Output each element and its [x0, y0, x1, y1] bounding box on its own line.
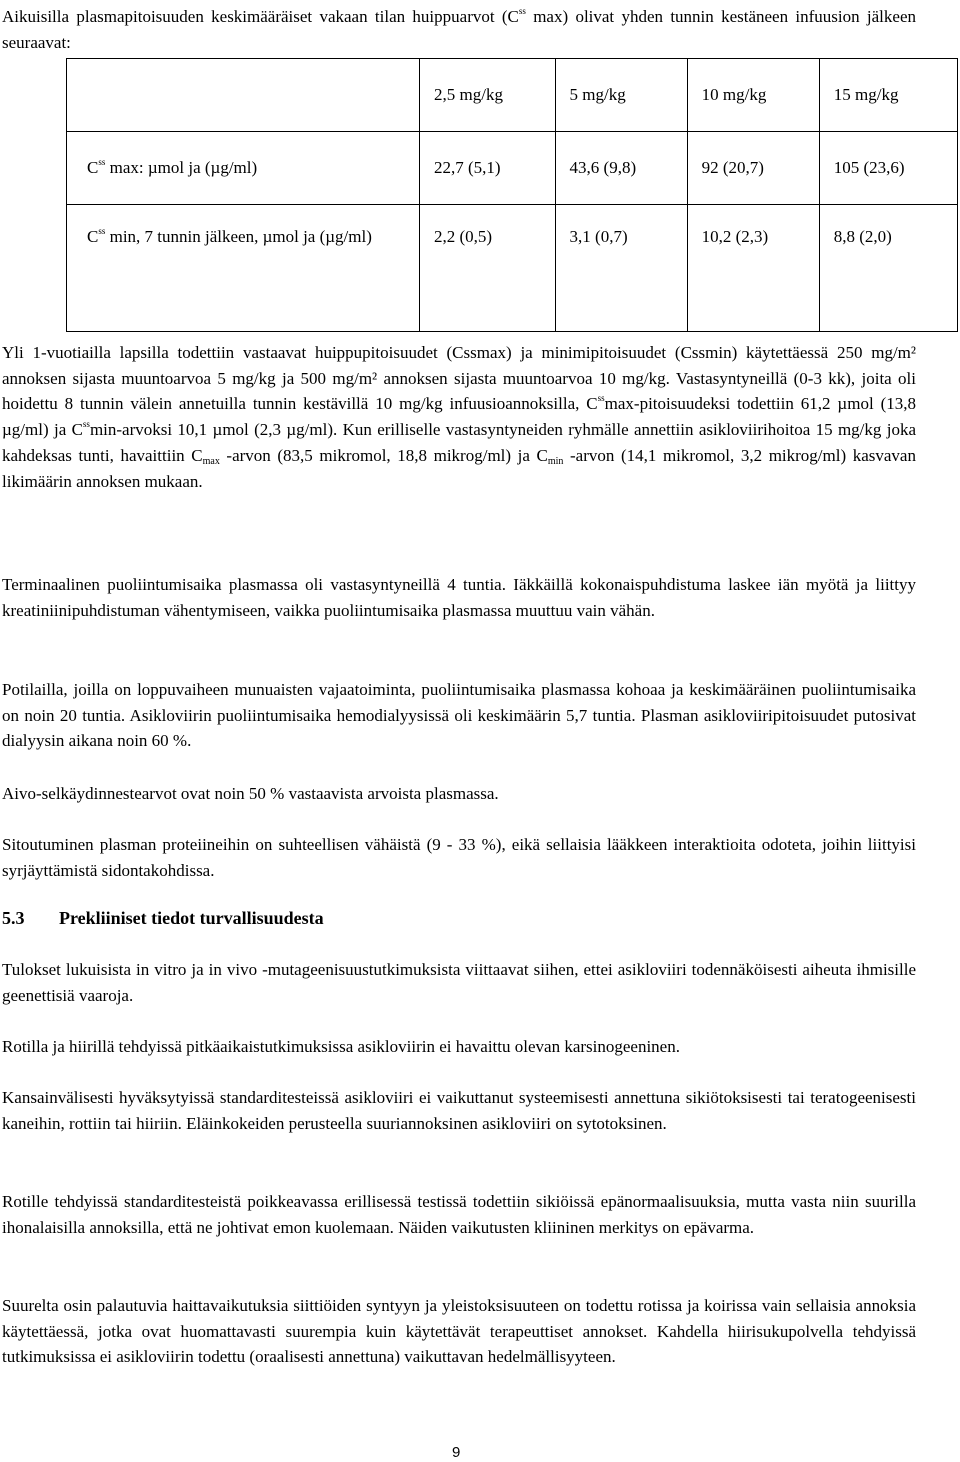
paragraph-protein-binding: Sitoutuminen plasman proteiineihin on suhteellisen vähäistä (9 - 33 %), eikä sellaisia lääkkeen interaktioita odoteta, joihin liittyisi syrjäyttämistä sidontakohdissa.	[2, 835, 916, 880]
row-label-cmax: $C^{ss}$ max: µmol ja (µg/ml)	[67, 132, 420, 205]
row-label-cmin: $C^{ss}$ min, 7 tunnin jälkeen, µmol ja (µg/ml)	[67, 205, 420, 332]
table-row	[67, 205, 958, 332]
paragraph-teratogenicity: Kansainvälisesti hyväksytyissä standarditesteissä asikloviiri ei vaikuttanut systeemisesti annettuna sikiötoksisesti tai teratogeenisesti kaneihin, rottiin tai hiiriin. Eläinkokeiden perusteella suuriannoksinen asikloviiri on sytotoksinen.	[2, 1088, 916, 1133]
table-cell: 3,1 (0,7)	[555, 205, 687, 332]
intro-text-continued: max) olivat yhden tunnin kestäneen infuusion jälkeen seuraavat:	[2, 7, 916, 52]
section-number: 5.3	[2, 908, 25, 928]
table-cell: 8,8 (2,0)	[819, 205, 957, 332]
table-cell: 43,6 (9,8)	[555, 132, 687, 205]
table-header-row	[67, 59, 958, 132]
page-number: 9	[452, 1444, 461, 1461]
paragraph-carcinogenicity: Rotilla ja hiirillä tehdyissä pitkäaikaistutkimuksissa asikloviirin ei havaittu olevan karsinogeeninen.	[2, 1037, 680, 1056]
table-cell: 2,2 (0,5)	[420, 205, 556, 332]
intro-paragraph	[2, 4, 916, 56]
table-cell: 105 (23,6)	[819, 132, 957, 205]
table-cell: 22,7 (5,1)	[420, 132, 556, 205]
table-header-cell: 15 mg/kg	[819, 59, 957, 132]
concentration-table	[66, 58, 958, 332]
table-row	[67, 132, 958, 205]
intro-text: Aikuisilla plasmapitoisuuden keskimääräiset vakaan tilan huippuarvot (C	[2, 7, 519, 26]
paragraph-half-life: Terminaalinen puoliintumisaika plasmassa oli vastasyntyneillä 4 tuntia. Iäkkäillä kokonaispuhdistuma laskee iän myötä ja liittyy kreatiniinipuhdistuman vähentymiseen, vaikka puoliintumisaika plasmassa muuttuu vain vähän.	[2, 575, 916, 620]
paragraph-rat-test: Rotille tehdyissä standarditesteistä poikkeavassa erillisessä testissä todettiin sikiöissä epänormaalisuuksia, mutta vasta niin suurilla ihonalaisilla annoksilla, että ne johtivat emon kuolemaan. Näiden vaikutusten kliininen merkitys on epävarma.	[2, 1192, 916, 1237]
section-title: Prekliiniset tiedot turvallisuudesta	[59, 908, 324, 928]
paragraph-csf: Aivo-selkäydinnestearvot ovat noin 50 % vastaavista arvoista plasmassa.	[2, 784, 499, 803]
paragraph-fertility: Suurelta osin palautuvia haittavaikutuksia siittiöiden syntyyn ja yleistoksisuuteen on todettu rotissa ja koirissa vain sellaisia annoksia käytettäessä, jotka ovat huomattavasti suurempia kuin käytettävät terapeuttiset annokset. Kahdella hiirisukupolvella tehdyissä tutkimuksissa ei asikloviirin todettu (oraalisesti annettuna) vaikuttavan hedelmällisyyteen.	[2, 1296, 916, 1367]
table-header-cell: 2,5 mg/kg	[420, 59, 556, 132]
table-cell: 92 (20,7)	[687, 132, 819, 205]
table-header-cell: 5 mg/kg	[555, 59, 687, 132]
paragraph-renal: Potilailla, joilla on loppuvaiheen munuaisten vajaatoiminta, puoliintumisaika plasmassa kohoaa ja keskimääräinen puoliintumisaika on noin 20 tuntia. Asikloviirin puoliintumisaika hemodialyysissä oli keskimäärin 5,7 tuntia. Plasman asikloviiripitoisuudet putosivat dialyysin aikana noin 60 %.	[2, 680, 916, 751]
table-cell: 10,2 (2,3)	[687, 205, 819, 332]
intro-superscript: ss	[518, 6, 526, 16]
section-heading	[2, 908, 324, 929]
table-header-cell: 10 mg/kg	[687, 59, 819, 132]
table-corner-cell	[67, 59, 420, 132]
paragraph-children-neonates: Yli 1-vuotiailla lapsilla todettiin vastaavat huippupitoisuudet (Cssmax) ja minimipitoisuudet (Cssmin) käytettäessä 250 mg/m² annoksen sijasta muuntoarvoa 5 mg/kg ja 500 mg/m² annoksen sijasta muuntoarvoa 10 mg/kg. Vastasyntyneillä (0-3 kk), joita oli hoidettu 8 tunnin välein annetuilla tunnin kestävillä 10 mg/kg infuusioannoksilla, $C^{ss}\max$-pitoisuudeksi todettiin 61,2 µmol (13,8 µg/ml) ja $C^{ss}\min$-arvoksi 10,1 µmol (2,3 µg/ml). Kun erilliselle vastasyntyneiden ryhmälle annettiin asikloviirihoitoa 15 mg/kg joka kahdeksas tunti, havaittiin $C_{max}$ -arvon (83,5 mikromol, 18,8 mikrog/ml) ja $C_{min}$ -arvon (14,1 mikromol, 3,2 mikrog/ml) kasvavan likimäärin annoksen mukaan.	[2, 343, 916, 491]
paragraph-mutagenicity: Tulokset lukuisista in vitro ja in vivo -mutageenisuustutkimuksista viittaavat siihen, ettei asikloviiri todennäköisesti aiheuta ihmisille geenettisiä vaaroja.	[2, 960, 916, 1005]
